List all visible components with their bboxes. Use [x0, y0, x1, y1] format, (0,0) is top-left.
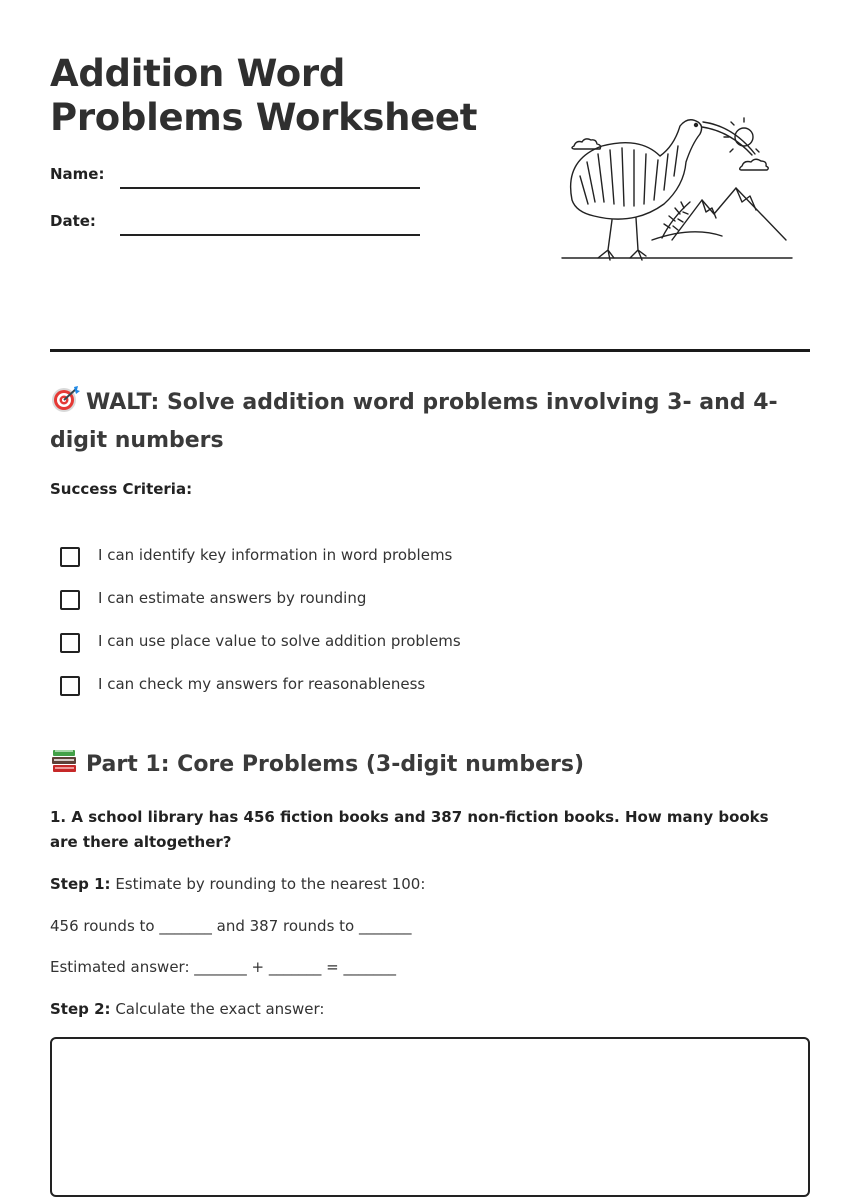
date-input[interactable]	[120, 234, 420, 236]
criteria-checkbox[interactable]	[60, 547, 80, 567]
walt-heading	[50, 384, 810, 460]
step1-label: Step 1:	[50, 875, 111, 893]
name-input[interactable]	[120, 187, 420, 189]
header-divider	[50, 349, 810, 352]
step1-text: Estimate by rounding to the nearest 100:	[115, 875, 426, 893]
step2-label: Step 2:	[50, 1000, 111, 1018]
criteria-checkbox[interactable]	[60, 633, 80, 653]
part1-heading	[50, 746, 810, 784]
page-title: Addition Word Problems Worksheet	[50, 52, 478, 139]
criteria-item	[60, 674, 780, 717]
criteria-item	[60, 545, 780, 588]
criteria-checkbox[interactable]	[60, 676, 80, 696]
criteria-text: I can check my answers for reasonableness	[98, 675, 426, 693]
worksheet-page	[50, 0, 810, 1161]
walt-text: WALT: Solve addition word problems involving 3- and 4-digit numbers	[50, 390, 778, 453]
answer-work-box[interactable]	[50, 1037, 810, 1197]
criteria-text: I can estimate answers by rounding	[98, 589, 367, 607]
criteria-checkbox[interactable]	[60, 590, 80, 610]
name-field-row	[50, 163, 430, 193]
date-field-row	[50, 210, 430, 240]
estimate-line: Estimated answer: _______ + _______ = _______	[50, 958, 396, 976]
step1-line	[50, 875, 810, 893]
criteria-item	[60, 588, 780, 631]
target-dart-icon	[50, 385, 80, 413]
success-criteria-list	[60, 545, 780, 717]
question-1: 1. A school library has 456 fiction books and 387 non-fiction books. How many books are there altogether?	[50, 808, 769, 851]
criteria-text: I can identify key information in word problems	[98, 546, 453, 564]
part1-title: Part 1: Core Problems (3-digit numbers)	[86, 752, 584, 777]
step2-line	[50, 1000, 810, 1018]
criteria-item	[60, 631, 780, 674]
worksheet-header	[50, 48, 810, 332]
success-criteria-heading: Success Criteria:	[50, 480, 193, 498]
kiwi-illustration	[532, 50, 810, 328]
name-label: Name:	[50, 165, 105, 183]
date-label: Date:	[50, 212, 96, 230]
rounding-line: 456 rounds to _______ and 387 rounds to _______	[50, 917, 412, 935]
books-stack-icon	[50, 747, 80, 775]
criteria-text: I can use place value to solve addition problems	[98, 632, 461, 650]
step2-text: Calculate the exact answer:	[115, 1000, 325, 1018]
